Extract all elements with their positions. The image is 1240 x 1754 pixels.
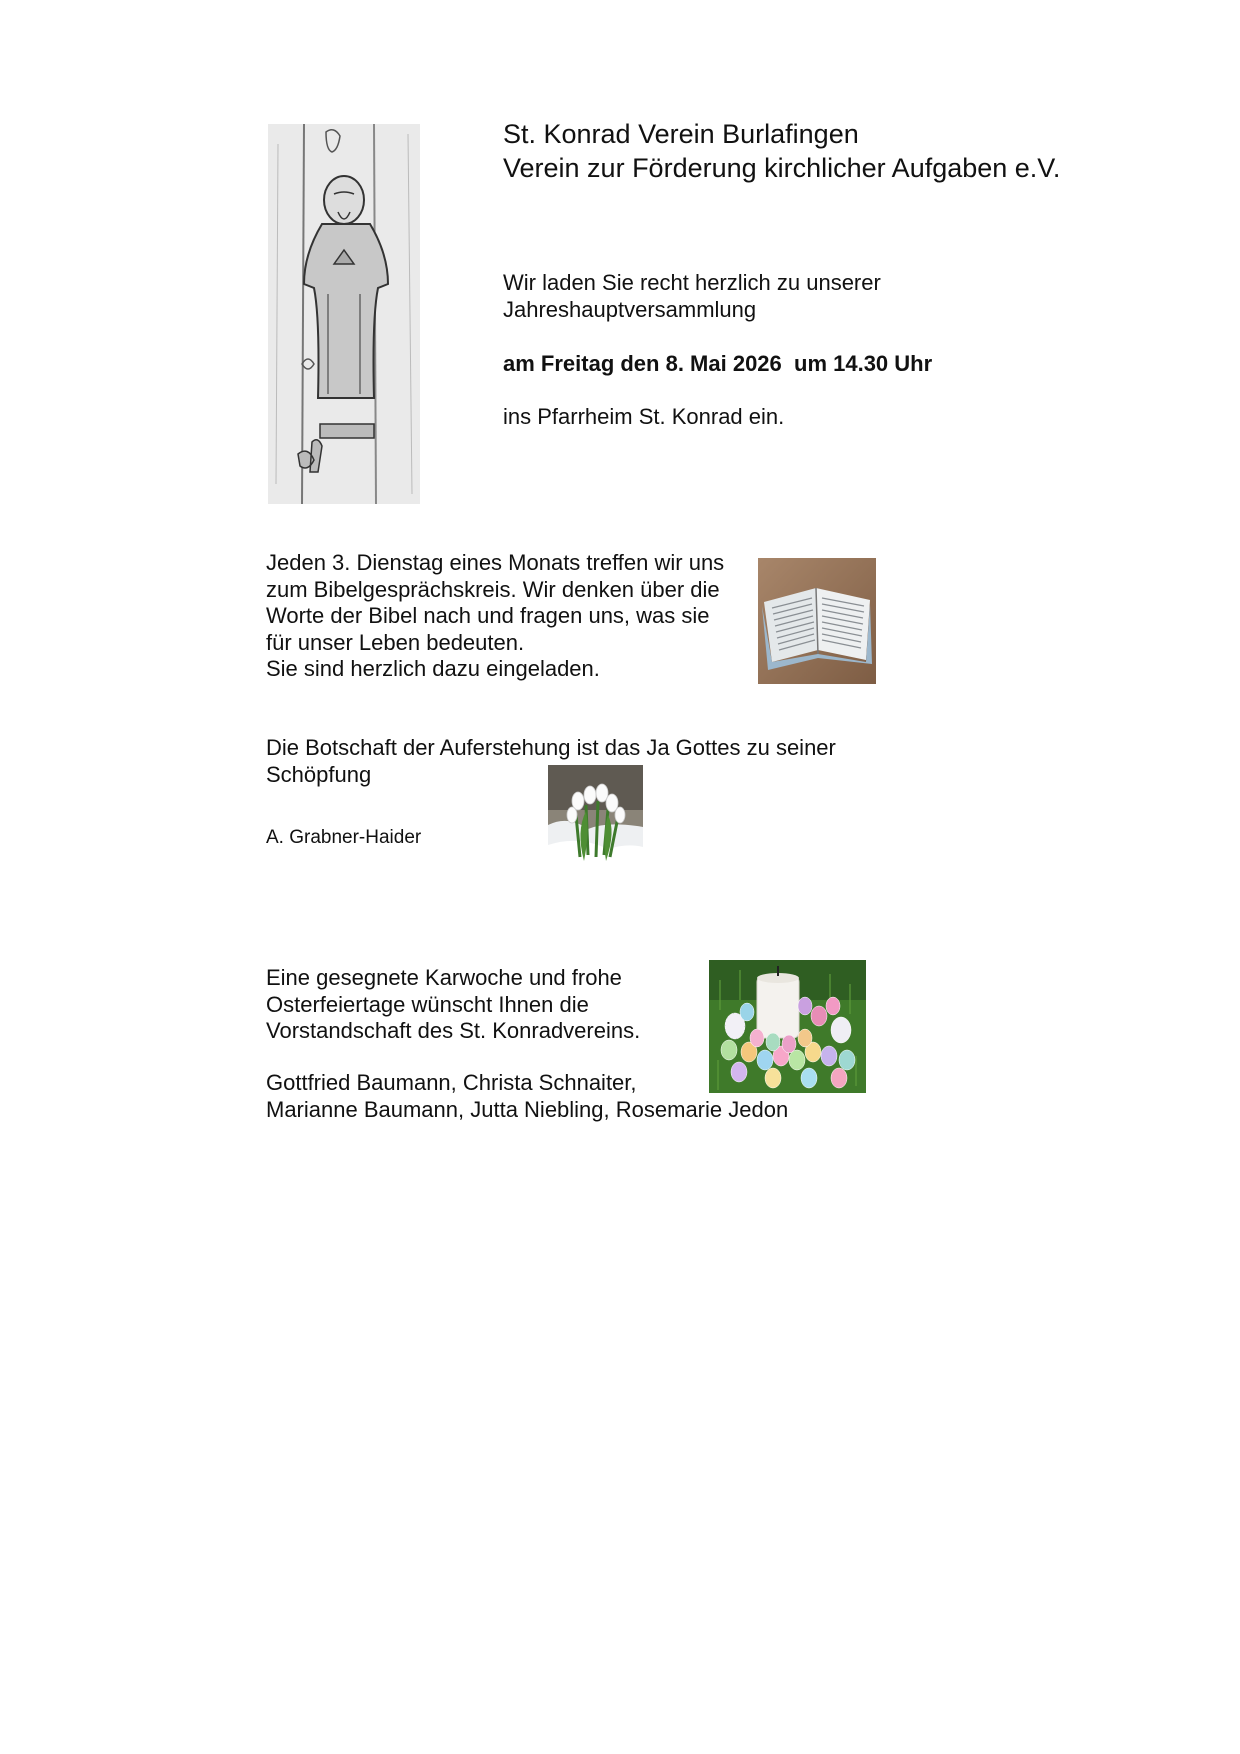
easter-greeting: [266, 965, 640, 1045]
bible-circle-line: Jeden 3. Dienstag eines Monats treffen wir uns: [266, 550, 725, 575]
association-title: St. Konrad Verein Burlafingen: [503, 119, 859, 149]
meeting-date: am Freitag den 8. Mai 2026 um 14.30 Uhr: [503, 351, 933, 376]
quote-line-1: Die Botschaft der Auferstehung ist das Ja Gottes zu seiner: [266, 735, 836, 760]
greeting-line: Osterfeiertage wünscht Ihnen die: [266, 991, 589, 1017]
greeting-line: Eine gesegnete Karwoche und frohe: [266, 965, 622, 990]
invitation-text: [503, 270, 881, 323]
st-konrad-sketch-image: [268, 124, 420, 504]
open-bible-photo: [758, 558, 876, 684]
names-line-1: Gottfried Baumann, Christa Schnaiter,: [266, 1070, 637, 1095]
quote-line-2: Schöpfung: [266, 761, 372, 787]
bible-circle-line: Worte der Bibel nach und fragen uns, was sie: [266, 603, 710, 628]
snowdrops-photo: [548, 765, 643, 876]
invitation-line-2: Jahreshauptversammlung: [503, 296, 757, 322]
greeting-line: Vorstandschaft des St. Konradvereins.: [266, 1018, 641, 1043]
invitation-line-1: Wir laden Sie recht herzlich zu unserer: [503, 270, 881, 295]
bible-circle-line: für unser Leben bedeuten.: [266, 629, 525, 655]
names-line-2: Marianne Baumann, Jutta Niebling, Rosemarie Jedon: [266, 1096, 789, 1122]
quote-author: A. Grabner-Haider: [266, 827, 422, 848]
bible-circle-text: [266, 550, 724, 683]
easter-candle-eggs-photo: [709, 960, 866, 1093]
bible-circle-line: zum Bibelgesprächskreis. Wir denken über die: [266, 576, 720, 602]
association-subtitle: Verein zur Förderung kirchlicher Aufgaben e.V.: [503, 153, 1061, 183]
bible-circle-line: Sie sind herzlich dazu eingeladen.: [266, 656, 600, 681]
meeting-place: ins Pfarrheim St. Konrad ein.: [503, 404, 785, 429]
